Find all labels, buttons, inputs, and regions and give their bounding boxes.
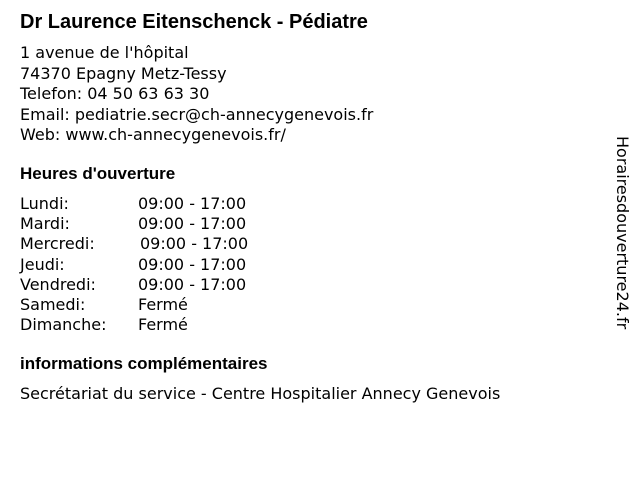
site-watermark: Horairesdouverture24.fr [613,136,632,330]
day-hours: 09:00 - 17:00 [138,194,247,213]
day-label: Dimanche: [20,315,107,335]
page-title: Dr Laurence Eitenschenck - Pédiatre [20,11,368,33]
day-label: Lundi: [20,194,69,213]
day-label: Jeudi: [20,254,65,274]
hours-heading: Heures d'ouverture [20,164,176,183]
day-hours: Fermé [138,315,188,335]
day-hours: 09:00 - 17:00 [138,254,247,274]
street-address: 1 avenue de l'hôpital [20,43,189,62]
web-line: Web: www.ch-annecygenevois.fr/ [20,125,286,144]
phone-line: Telefon: 04 50 63 63 30 [20,84,210,103]
day-hours: 09:00 - 17:00 [138,274,247,294]
address-block [20,43,373,146]
email-line: Email: pediatrie.secr@ch-annecygenevois.fr [20,104,374,124]
day-hours: 09:00 - 17:00 [138,214,247,234]
day-label: Mardi: [20,214,70,234]
info-text: Secrétariat du service - Centre Hospitalier Annecy Genevois [20,384,501,403]
day-label: Samedi: [20,294,86,314]
info-heading: informations complémentaires [20,354,268,373]
day-label: Vendredi: [20,274,96,294]
city-address: 74370 Epagny Metz-Tessy [20,63,227,83]
day-label: Mercredi: [20,234,95,254]
day-hours: 09:00 - 17:00 [140,234,249,254]
day-hours: Fermé [138,294,188,314]
